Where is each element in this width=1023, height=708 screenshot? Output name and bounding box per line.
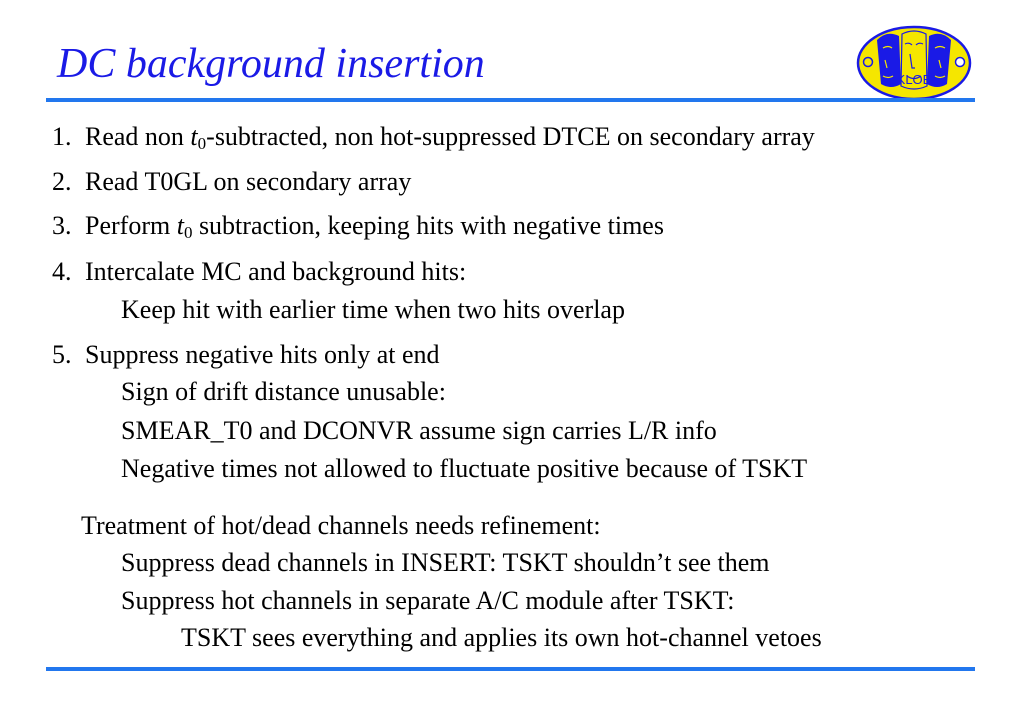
notes-heading: Treatment of hot/dead channels needs refinement: bbox=[81, 511, 601, 540]
item-number: 1. bbox=[52, 122, 72, 151]
item-number: 3. bbox=[52, 211, 72, 240]
sub-item: Negative times not allowed to fluctuate positive because of TSKT bbox=[121, 454, 808, 483]
kloe-logo-text: KLOE bbox=[896, 72, 932, 87]
item-text: Intercalate MC and background hits: bbox=[85, 257, 467, 286]
title-divider bbox=[46, 98, 975, 102]
notes-line: Suppress dead channels in INSERT: TSKT shouldn’t see them bbox=[121, 548, 770, 577]
item-text: Read T0GL on secondary array bbox=[85, 167, 412, 196]
kloe-logo bbox=[855, 24, 973, 102]
item-number: 4. bbox=[52, 257, 72, 286]
sub-item: Sign of drift distance unusable: bbox=[121, 377, 446, 406]
sub-item: Keep hit with earlier time when two hits overlap bbox=[121, 295, 625, 324]
item-number: 5. bbox=[52, 340, 72, 369]
footer-divider bbox=[46, 667, 975, 671]
slide-title: DC background insertion bbox=[57, 41, 485, 87]
item-text: Suppress negative hits only at end bbox=[85, 340, 440, 369]
sub-item: SMEAR_T0 and DCONVR assume sign carries L/R info bbox=[121, 416, 717, 445]
item-text: Perform $t_0$ subtraction, keeping hits with negative times bbox=[85, 211, 664, 242]
notes-line: Suppress hot channels in separate A/C module after TSKT: bbox=[121, 586, 735, 615]
item-text: Read non $t_0$-subtracted, non hot-suppressed DTCE on secondary array bbox=[85, 122, 815, 153]
item-number: 2. bbox=[52, 167, 72, 196]
notes-subline: TSKT sees everything and applies its own hot-channel vetoes bbox=[181, 623, 822, 652]
